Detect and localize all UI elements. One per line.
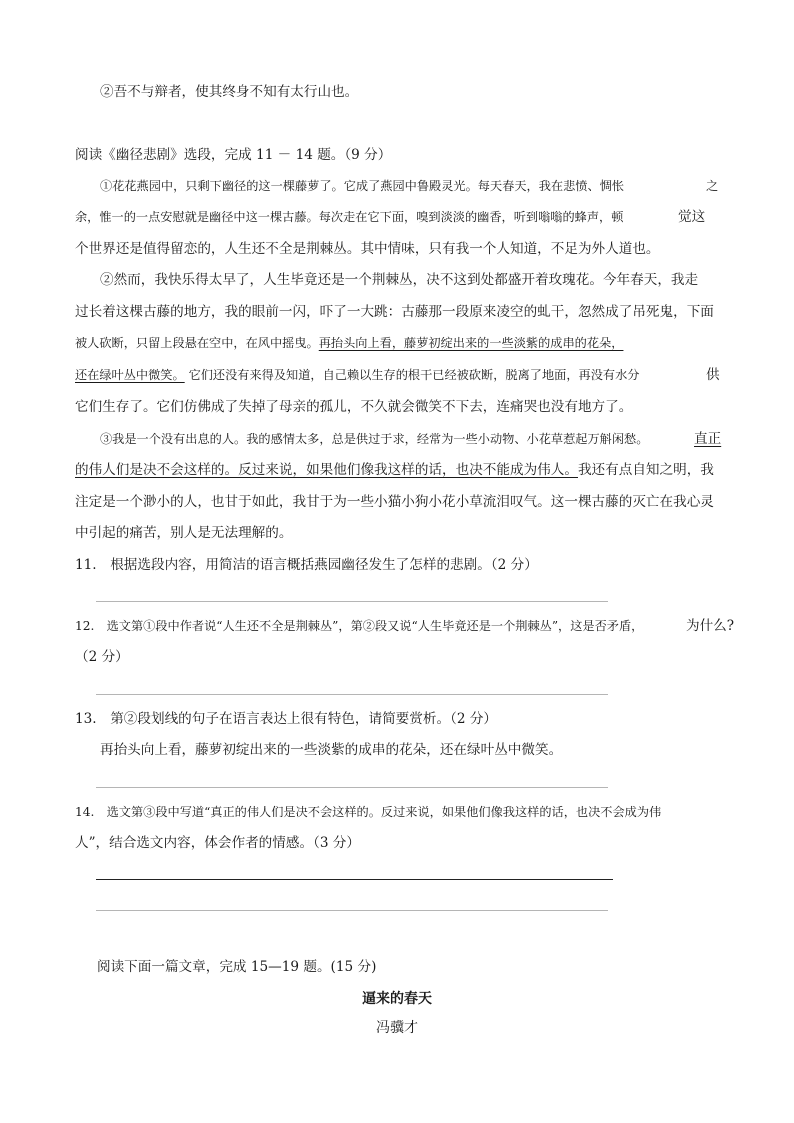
p1-line-2b: 觉这 xyxy=(678,209,706,225)
p2-line-3a: 被人砍断，只留上段悬在空中，在风中摇曳。 xyxy=(75,336,319,350)
p2-line-4b: 它们还没有来得及知道，自己赖以生存的根干已经被砍断，脱离了地面，再没有水分 xyxy=(188,368,640,382)
question-12-why: 为什么? xyxy=(686,618,735,634)
answer-line-14a[interactable] xyxy=(96,879,613,880)
p3-line-1b: 直正 xyxy=(694,431,722,447)
answer-line-12[interactable] xyxy=(96,694,608,695)
p1-line-1a: ①花花燕园中，只剩下幽径的这一棵藤萝了。它成了燕园中鲁殿灵光。每天春天，我在悲愤、惆怅 xyxy=(100,179,625,193)
p3-line-4: 中引起的痛苦，别人是无法理解的。 xyxy=(75,525,293,541)
p1-line-3: 个世界还是值得留恋的，人生还不全是荆棘丛。其中情味，只有我一个人知道，不足为外人道也。 xyxy=(75,241,660,257)
answer-line-13[interactable] xyxy=(96,787,608,788)
p2-line-3 xyxy=(75,333,623,353)
question-12-line-2: （2 分） xyxy=(75,649,129,665)
section1-intro: 阅读《幽径悲剧》选段，完成 11 － 14 题。（9 分） xyxy=(75,147,392,163)
p3-line-2b: 我还有点自知之明，我 xyxy=(577,462,714,478)
question-13-line-1: 13. 第②段划线的句子在语言表达上很有特色，请简要赏析。（2 分） xyxy=(75,711,498,727)
article-author: 冯骥才 xyxy=(376,1020,418,1036)
answer-line-11[interactable] xyxy=(96,601,608,602)
question-11: 11. 根据选段内容，用简洁的语言概括燕园幽径发生了怎样的悲剧。（2 分） xyxy=(75,557,538,573)
p2-line-4 xyxy=(75,365,640,385)
question-14-line-1: 14. 选文第③段中写道“真正的伟人们是决不会这样的。反过来说，如果他们像我这样的话，也决不会成为伟 xyxy=(75,805,662,819)
p1-line-1b: 之 xyxy=(706,179,719,193)
p2-line-4c: 供 xyxy=(706,367,720,383)
p1-line-2: 余，惟一的一点安慰就是幽径中这一棵古藤。每次走在它下面，嗅到淡淡的幽香，听到嗡嗡的蜂声，顿 xyxy=(75,210,624,224)
p3-underlined-sentence: 的伟人们是决不会这样的。反过来说，如果他们像我这样的话，也决不能成为伟人。 xyxy=(75,462,578,478)
question-13-quote: 再抬头向上看，藤萝初绽出来的一些淡紫的成串的花朵，还在绿叶丛中微笑。 xyxy=(100,742,563,758)
p3-line-1: ③我是一个没有出息的人。我的感情太多，总是供过于求，经常为一些小动物、小花草惹起万斛闲愁。 xyxy=(100,432,649,446)
p3-line-2 xyxy=(75,460,714,480)
article-title: 逼来的春天 xyxy=(362,991,432,1007)
underlined-sentence-part-1: 再抬头向上看，藤萝初绽出来的一些淡紫的成串的花朵， xyxy=(318,336,624,350)
p3-line-3: 注定是一个渺小的人，也甘于如此，我甘于为一些小猫小狗小花小草流泪叹气。这一棵古藤的灭亡在我心灵 xyxy=(75,494,714,510)
question-14-line-2: 人”，结合选文内容，体会作者的情感。（3 分） xyxy=(75,835,360,851)
p2-line-1: ②然而，我快乐得太早了，人生毕竟还是一个荆棘丛，决不这到处都盛开着玫瑰花。今年春天，我走 xyxy=(100,272,699,288)
question-12-line-1: 12. 选文第①段中作者说“人生还不全是荆棘丛”，第②段又说“人生毕竟还是一个荆棘丛”，这是否矛盾， xyxy=(75,619,644,633)
p2-line-2: 过长着这棵古藤的地方，我的眼前一闪，吓了一大跳：古藤那一段原来凌空的虬干，忽然成了吊死鬼，下面 xyxy=(75,304,714,320)
underlined-sentence-part-2: 还在绿叶丛中微笑。 xyxy=(75,368,185,382)
prev-answer-line: ②吾不与辩者，使其终身不知有太行山也。 xyxy=(100,84,359,100)
p1-line-1 xyxy=(100,176,624,196)
p2-line-5: 它们生存了。它们仿佛成了失掉了母亲的孤儿，不久就会微笑不下去，连痛哭也没有地方了。 xyxy=(75,399,633,415)
section2-intro: 阅读下面一篇文章，完成 15—19 题。(15 分) xyxy=(97,959,377,975)
answer-line-14b[interactable] xyxy=(96,910,608,911)
